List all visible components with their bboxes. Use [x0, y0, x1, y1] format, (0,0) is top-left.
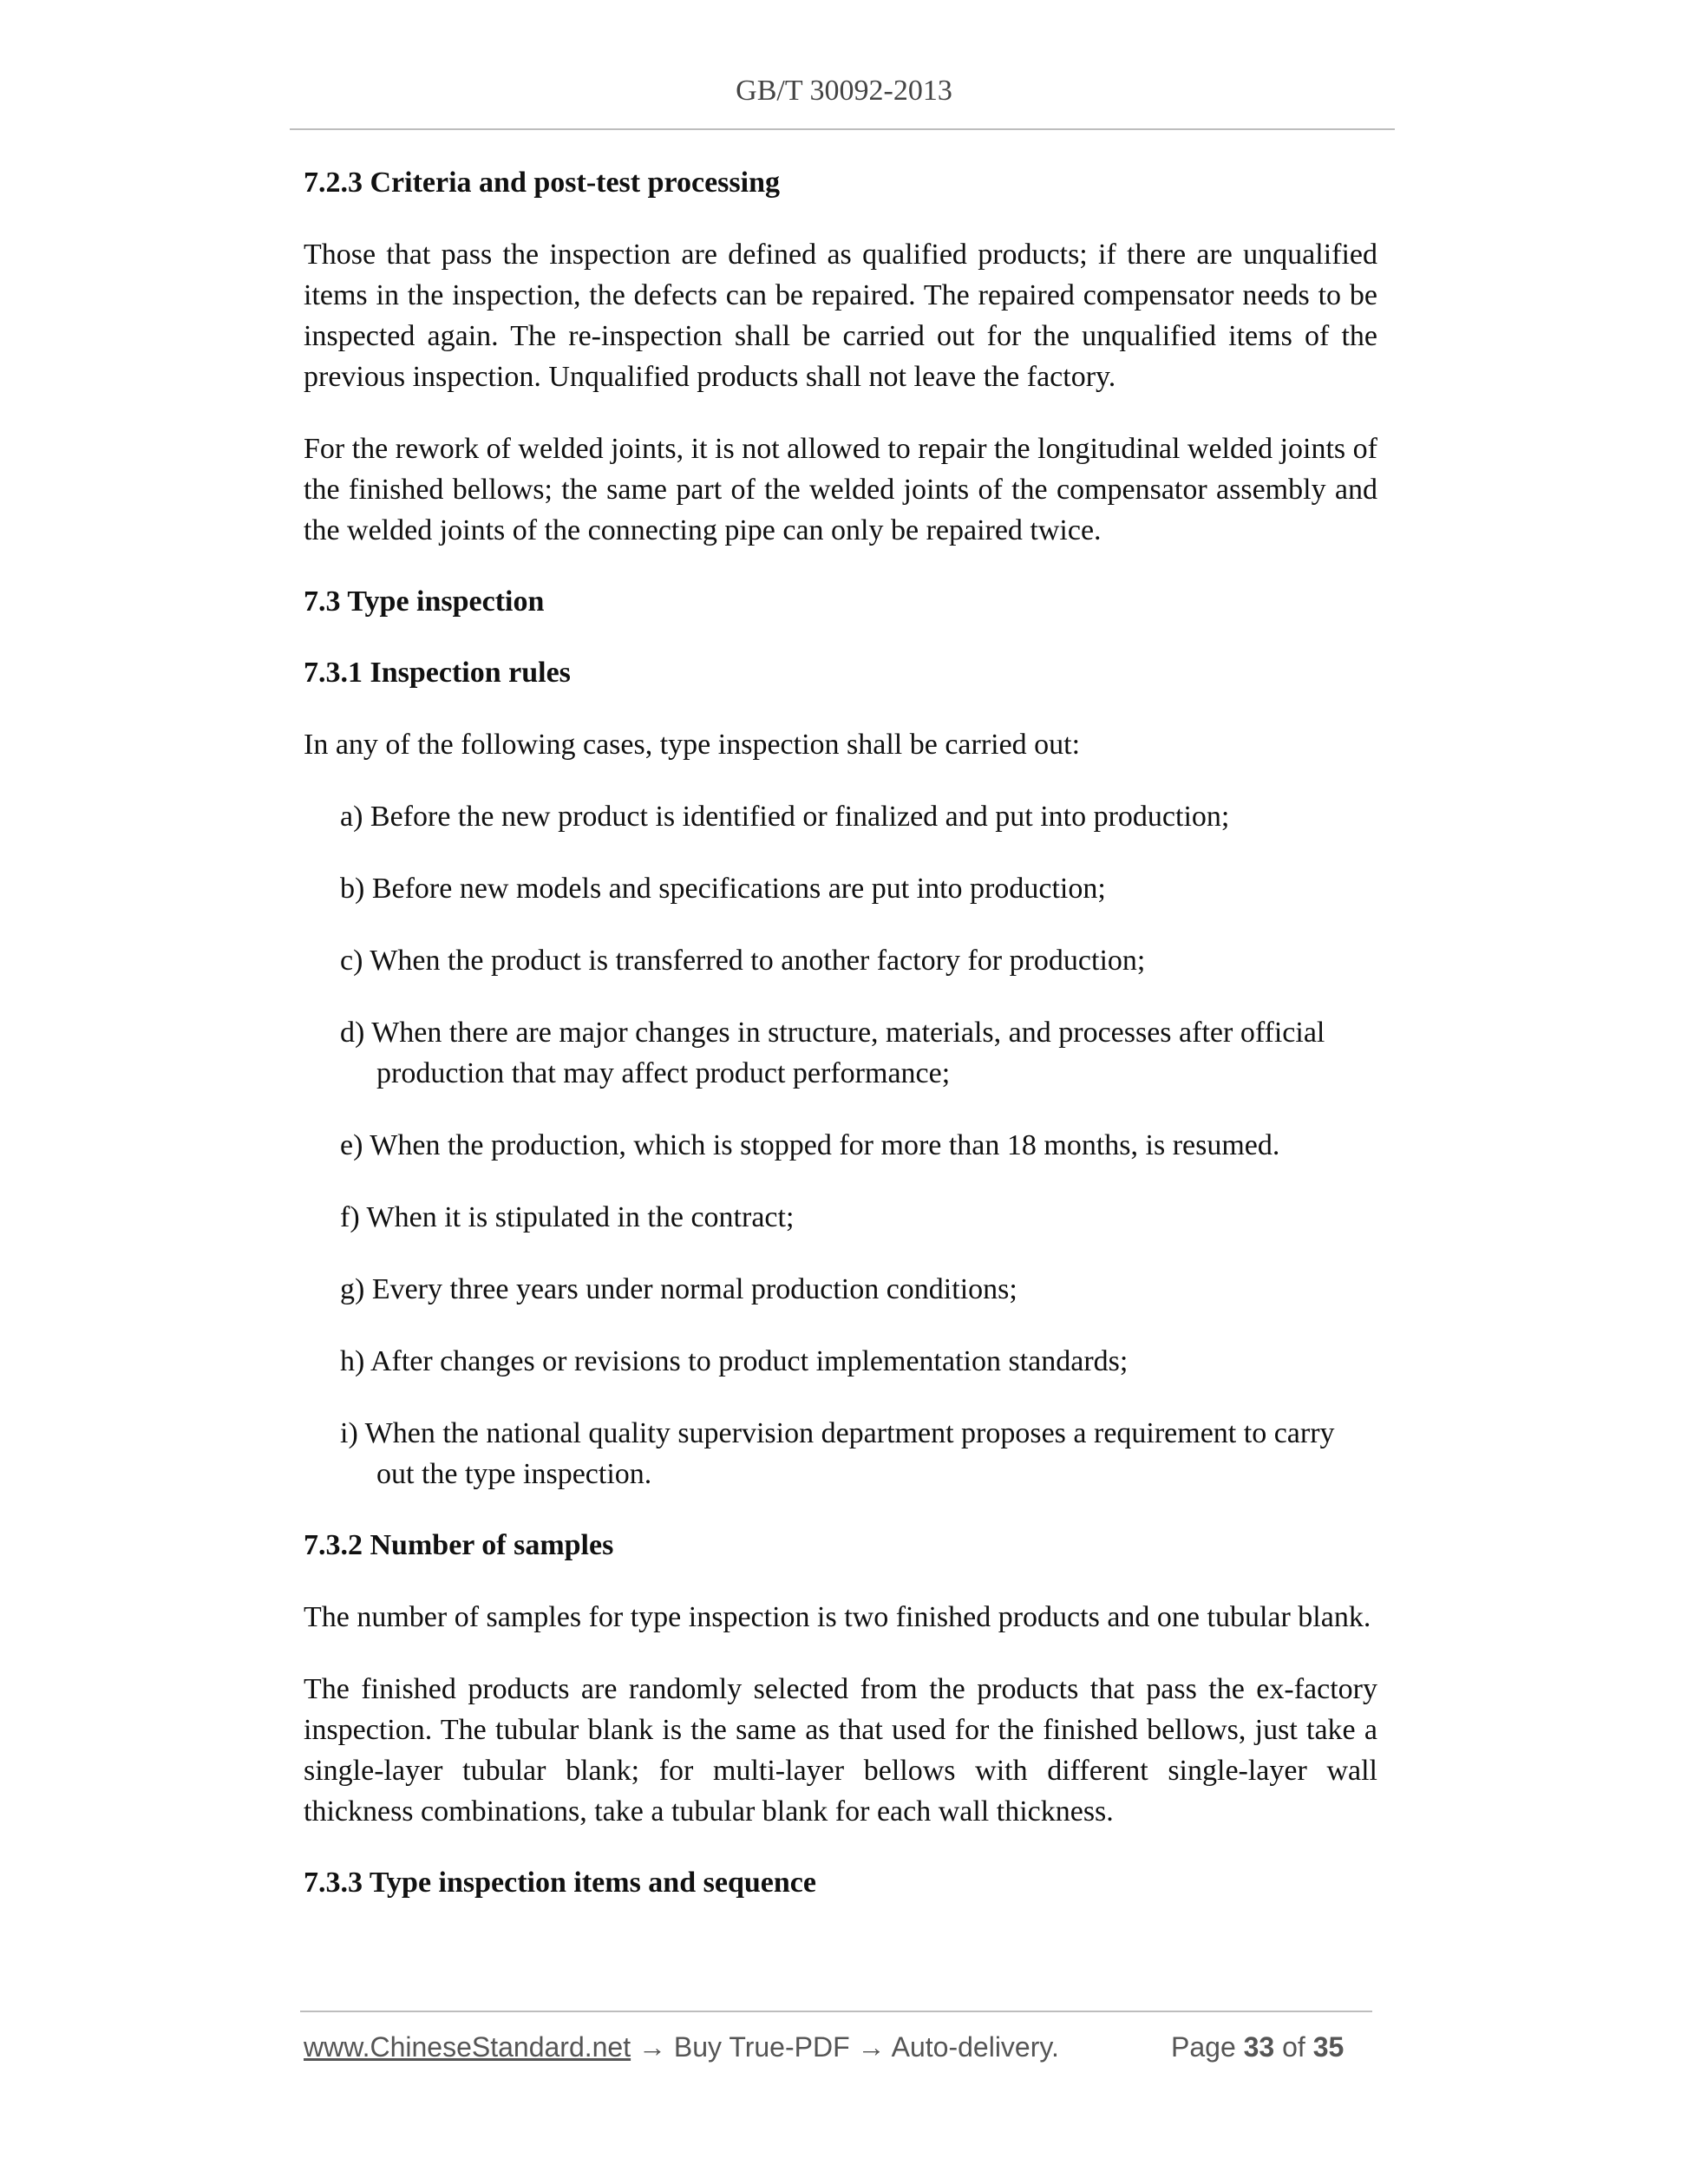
- paragraph-sample-selection: The finished products are randomly selected from the products that pass the ex-factory inspection. The tubular blank is the same as that used for the finished bellows, just take a single-layer tubular blank; for multi-layer bellows with different single-layer wall thickness combinations, take a tubular blank for each wall thickness.: [304, 1673, 1377, 1828]
- header-divider: [290, 128, 1395, 130]
- list-item-a: a) Before the new product is identified or finalized and put into production;: [340, 801, 1230, 833]
- list-item-e: e) When the production, which is stopped for more than 18 months, is resumed.: [340, 1129, 1280, 1161]
- footer-divider: [300, 2011, 1372, 2012]
- heading-7-3-2: 7.3.2 Number of samples: [304, 1529, 614, 1561]
- buy-pdf-text: Buy True-PDF: [673, 2031, 850, 2063]
- page-content: [304, 163, 1377, 1934]
- footer-promo: [304, 2031, 1059, 2063]
- list-item-c: c) When the product is transferred to another factory for production;: [340, 945, 1146, 977]
- paragraph-rework: For the rework of welded joints, it is not allowed to repair the longitudinal welded joints of the finished bellows; the same part of the welded joints of the compensator assembly and the welded joints of the connecting pipe can only be repaired twice.: [304, 433, 1377, 546]
- of-label: of: [1282, 2031, 1305, 2063]
- website-link[interactable]: www.ChineseStandard.net: [304, 2031, 631, 2063]
- list-item-d: d) When there are major changes in structure, materials, and processes after official production that may affect product performance;: [340, 1017, 1325, 1089]
- list-item-h: h) After changes or revisions to product implementation standards;: [340, 1345, 1129, 1377]
- paragraph-type-inspection-intro: In any of the following cases, type inspection shall be carried out:: [304, 729, 1081, 761]
- arrow-right-icon: →: [857, 2031, 886, 2063]
- heading-7-2-3: 7.2.3 Criteria and post-test processing: [304, 167, 780, 199]
- page-indicator: [1171, 2031, 1344, 2063]
- document-header-id: GB/T 30092-2013: [736, 75, 952, 107]
- list-item-g: g) Every three years under normal production conditions;: [340, 1273, 1017, 1305]
- auto-delivery-text: Auto-delivery.: [891, 2031, 1059, 2063]
- heading-7-3-3: 7.3.3 Type inspection items and sequence: [304, 1867, 816, 1899]
- page-label: Page: [1171, 2031, 1236, 2063]
- current-page-number: 33: [1243, 2031, 1275, 2063]
- paragraph-criteria: Those that pass the inspection are defined as qualified products; if there are unqualified items in the inspection, the defects can be repaired. The repaired compensator needs to be inspected again. The re-inspection shall be carried out for the unqualified items of the previous inspection. Unqualified products shall not leave the factory.: [304, 239, 1377, 393]
- total-pages-number: 35: [1312, 2031, 1345, 2063]
- heading-7-3-1: 7.3.1 Inspection rules: [304, 657, 571, 689]
- heading-7-3: 7.3 Type inspection: [304, 585, 545, 618]
- list-item-f: f) When it is stipulated in the contract;: [340, 1201, 795, 1233]
- list-item-b: b) Before new models and specifications are put into production;: [340, 873, 1106, 905]
- paragraph-sample-count: The number of samples for type inspection is two finished products and one tubular blank.: [304, 1601, 1371, 1633]
- list-item-i: i) When the national quality supervision department proposes a requirement to carry out the type inspection.: [340, 1417, 1335, 1490]
- arrow-right-icon: →: [638, 2031, 666, 2063]
